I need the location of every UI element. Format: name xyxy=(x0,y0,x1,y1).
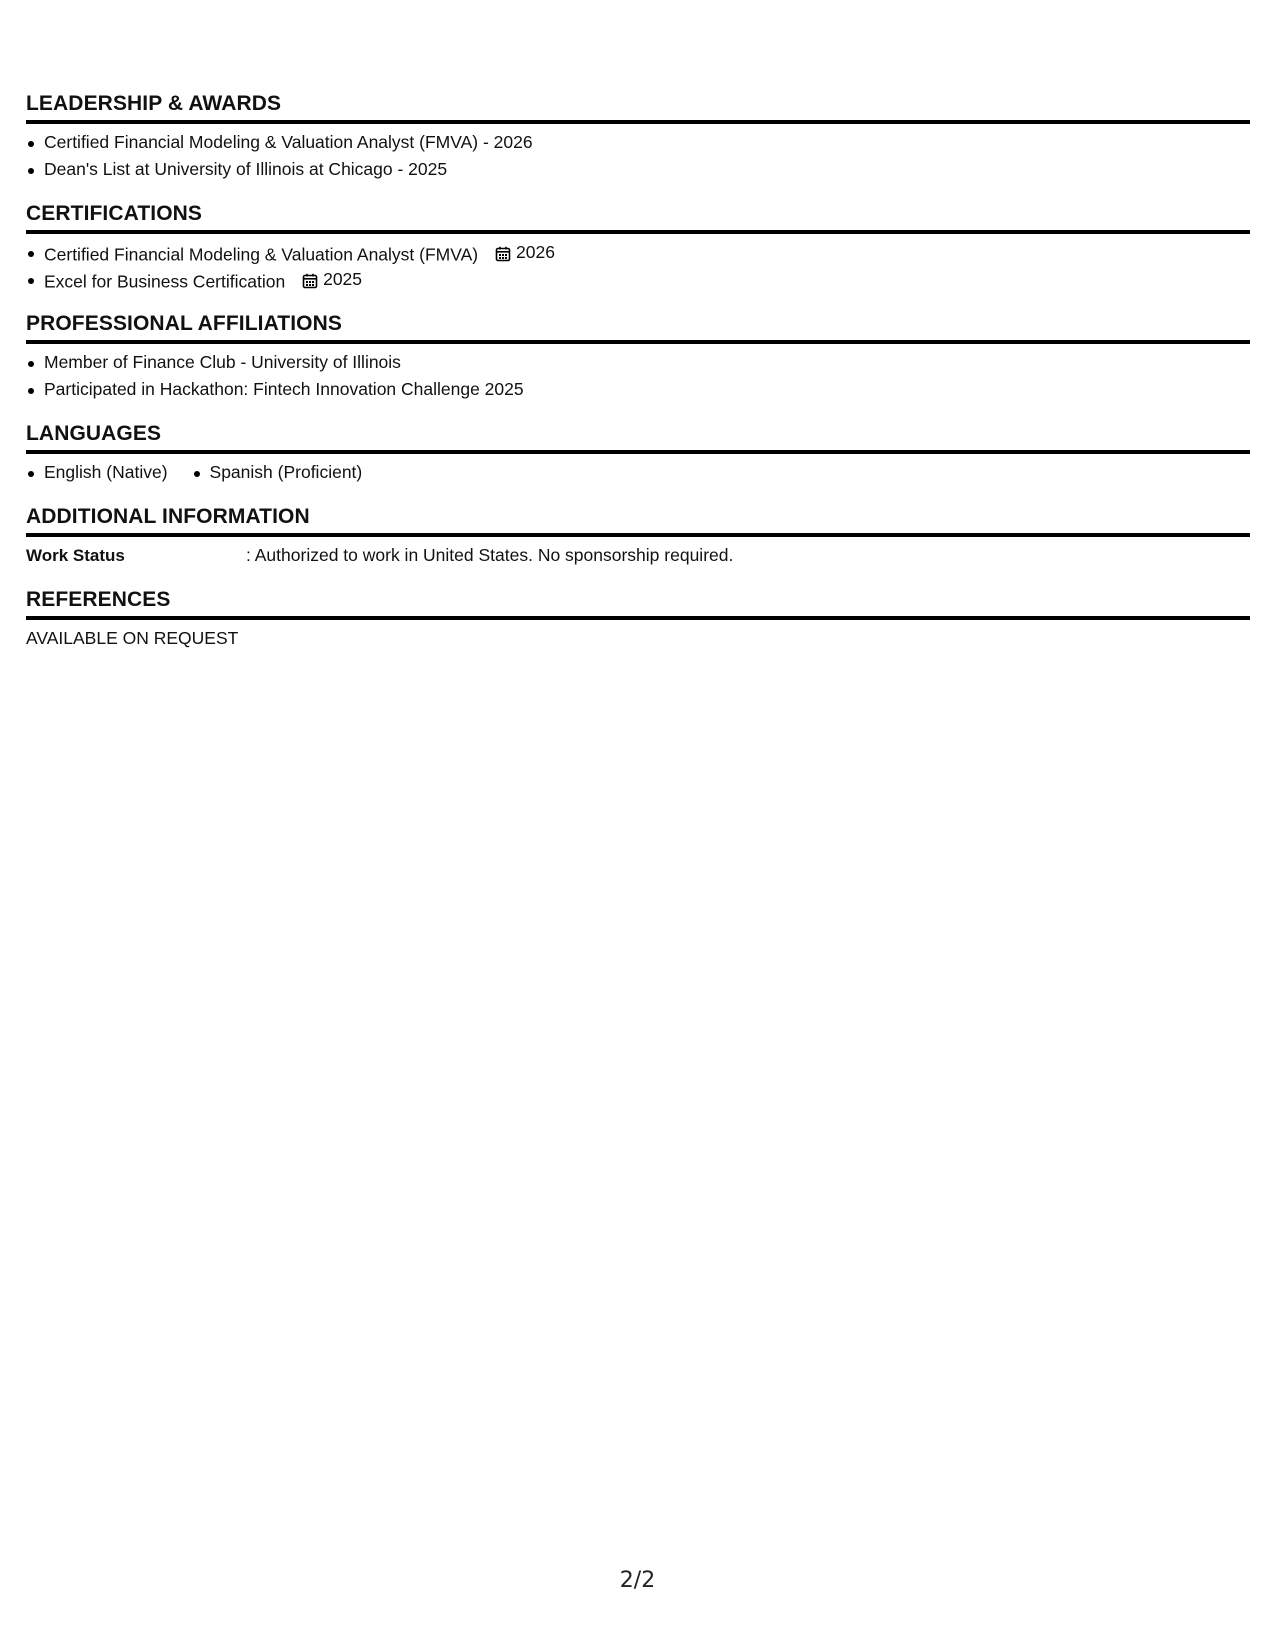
certification-year: 2026 xyxy=(516,242,555,262)
language-item: Spanish (Proficient) xyxy=(192,459,363,486)
additional-information-section xyxy=(26,505,1250,588)
work-status-label: Work Status xyxy=(26,546,125,565)
certifications-section xyxy=(26,202,1250,312)
calendar-icon xyxy=(495,246,511,262)
section-title-languages: LANGUAGES xyxy=(26,422,1250,454)
certifications-list xyxy=(26,239,1250,293)
references-text: AVAILABLE ON REQUEST xyxy=(26,628,239,648)
certification-date xyxy=(302,266,362,293)
list-item: Certified Financial Modeling & Valuation Analyst (FMVA) - 2026 xyxy=(26,129,1250,156)
page-number: 2/2 xyxy=(619,1568,656,1593)
calendar-icon xyxy=(302,273,318,289)
section-title-leadership: LEADERSHIP & AWARDS xyxy=(26,92,1250,124)
certification-year: 2025 xyxy=(323,269,363,289)
resume-page xyxy=(26,92,1250,671)
certification-item xyxy=(26,239,1250,266)
certification-name: Excel for Business Certification xyxy=(44,271,286,292)
language-item: English (Native) xyxy=(26,459,168,486)
leadership-list xyxy=(26,129,1250,183)
work-status-row xyxy=(26,542,1250,569)
section-title-affiliations: PROFESSIONAL AFFILIATIONS xyxy=(26,312,1250,344)
affiliations-list xyxy=(26,349,1250,403)
section-title-certifications: CERTIFICATIONS xyxy=(26,202,1250,234)
languages-list xyxy=(26,459,1250,486)
section-title-references: REFERENCES xyxy=(26,588,1250,620)
certification-item xyxy=(26,266,1250,293)
work-status-value: : Authorized to work in United States. No sponsorship required. xyxy=(246,545,734,565)
list-item: Participated in Hackathon: Fintech Innovation Challenge 2025 xyxy=(26,376,1250,403)
leadership-awards-section xyxy=(26,92,1250,202)
certification-name: Certified Financial Modeling & Valuation Analyst (FMVA) xyxy=(44,244,479,265)
references-section xyxy=(26,588,1250,671)
list-item: Member of Finance Club - University of Illinois xyxy=(26,349,1250,376)
list-item: Dean's List at University of Illinois at Chicago - 2025 xyxy=(26,156,1250,183)
professional-affiliations-section xyxy=(26,312,1250,422)
languages-section xyxy=(26,422,1250,505)
section-title-additional: ADDITIONAL INFORMATION xyxy=(26,505,1250,537)
certification-date xyxy=(495,239,555,266)
